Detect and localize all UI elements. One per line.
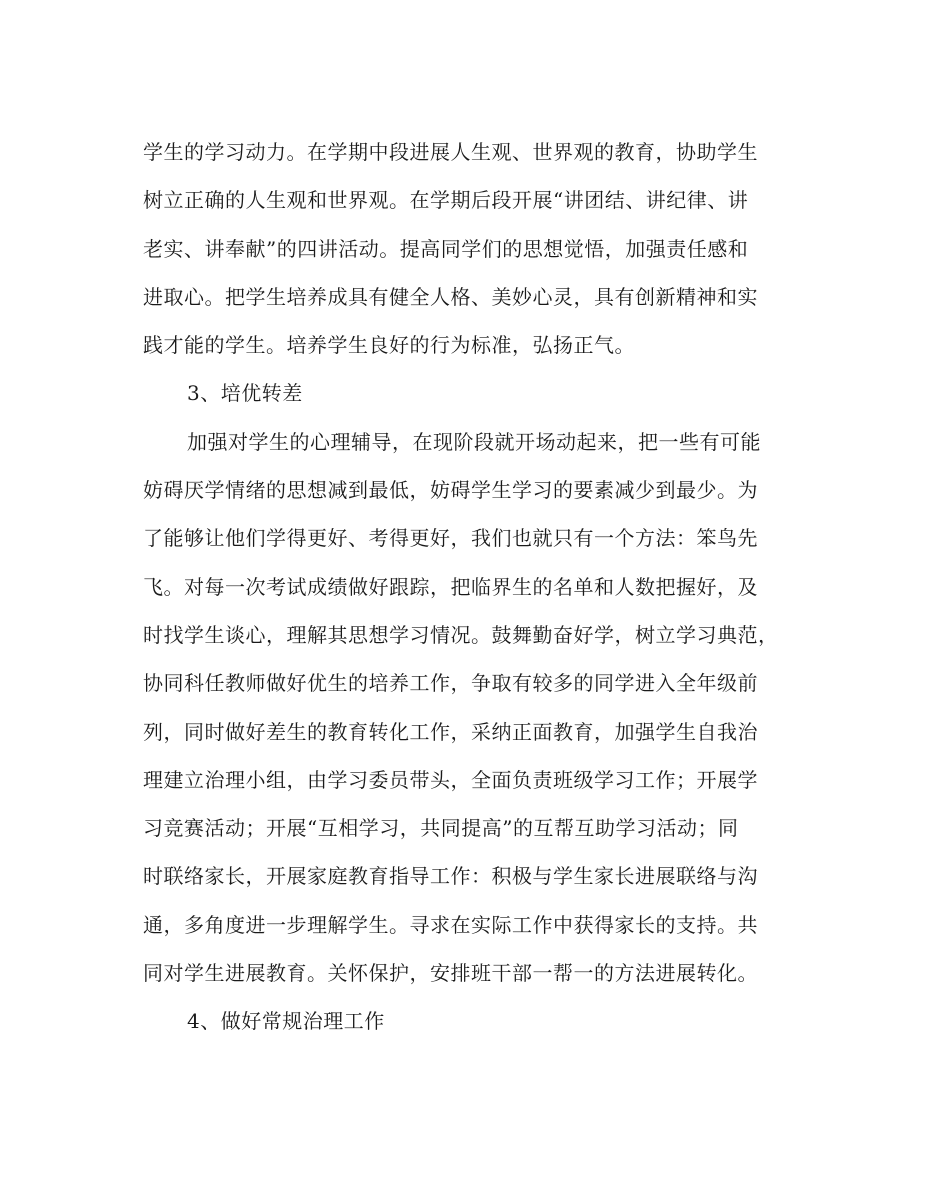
document-body — [143, 128, 809, 1046]
text-line: 通，多角度进一步理解学生。寻求在实际工作中获得家长的支持。共 — [143, 912, 758, 937]
text-line: 习竞赛活动；开展“互相学习，共同提高”的互帮互助学习活动；同 — [143, 816, 739, 841]
text-line: 妨碍厌学情绪的思想减到最低，妨碍学生学习的要素减少到最少。为 — [143, 478, 758, 503]
text-line: 加强对学生的心理辅导，在现阶段就开场动起来，把一些有可能 — [187, 429, 761, 454]
paragraph-tutoring — [143, 418, 809, 998]
heading-text: 3、培优转差 — [187, 381, 303, 406]
text-line: 老实、讲奉献”的四讲活动。提高同学们的思想觉悟，加强责任感和 — [143, 236, 749, 261]
text-line: 时联络家长，开展家庭教育指导工作：积极与学生家长进展联络与沟 — [143, 864, 758, 889]
text-line: 学生的学习动力。在学期中段进展人生观、世界观的教育，协助学生 — [143, 140, 758, 164]
heading-text: 4、做好常规治理工作 — [187, 1009, 385, 1034]
text-line: 时找学生谈心，理解其思想学习情况。鼓舞勤奋好学，树立学习典范， — [143, 622, 779, 647]
section-heading-3 — [143, 369, 809, 417]
text-line: 理建立治理小组，由学习委员带头，全面负责班级学习工作；开展学 — [143, 767, 758, 792]
text-line: 进取心。把学生培养成具有健全人格、美妙心灵，具有创新精神和实 — [143, 284, 758, 309]
text-line: 协同科任教师做好优生的培养工作，争取有较多的同学进入全年级前 — [143, 671, 758, 696]
text-line: 列，同时做好差生的教育转化工作，采纳正面教育，加强学生自我治 — [143, 719, 758, 744]
text-line: 践才能的学生。培养学生良好的行为标准，弘扬正气。 — [143, 333, 635, 358]
paragraph-moral-education — [143, 128, 809, 369]
text-line: 树立正确的人生观和世界观。在学期后段开展“讲团结、讲纪律、讲 — [143, 188, 749, 213]
text-line: 飞。对每一次考试成绩做好跟踪，把临界生的名单和人数把握好，及 — [143, 574, 758, 599]
text-line: 同对学生进展教育。关怀保护，安排班干部一帮一的方法进展转化。 — [143, 961, 758, 986]
section-heading-4 — [143, 997, 809, 1045]
text-line: 了能够让他们学得更好、考得更好，我们也就只有一个方法：笨鸟先 — [143, 526, 758, 551]
